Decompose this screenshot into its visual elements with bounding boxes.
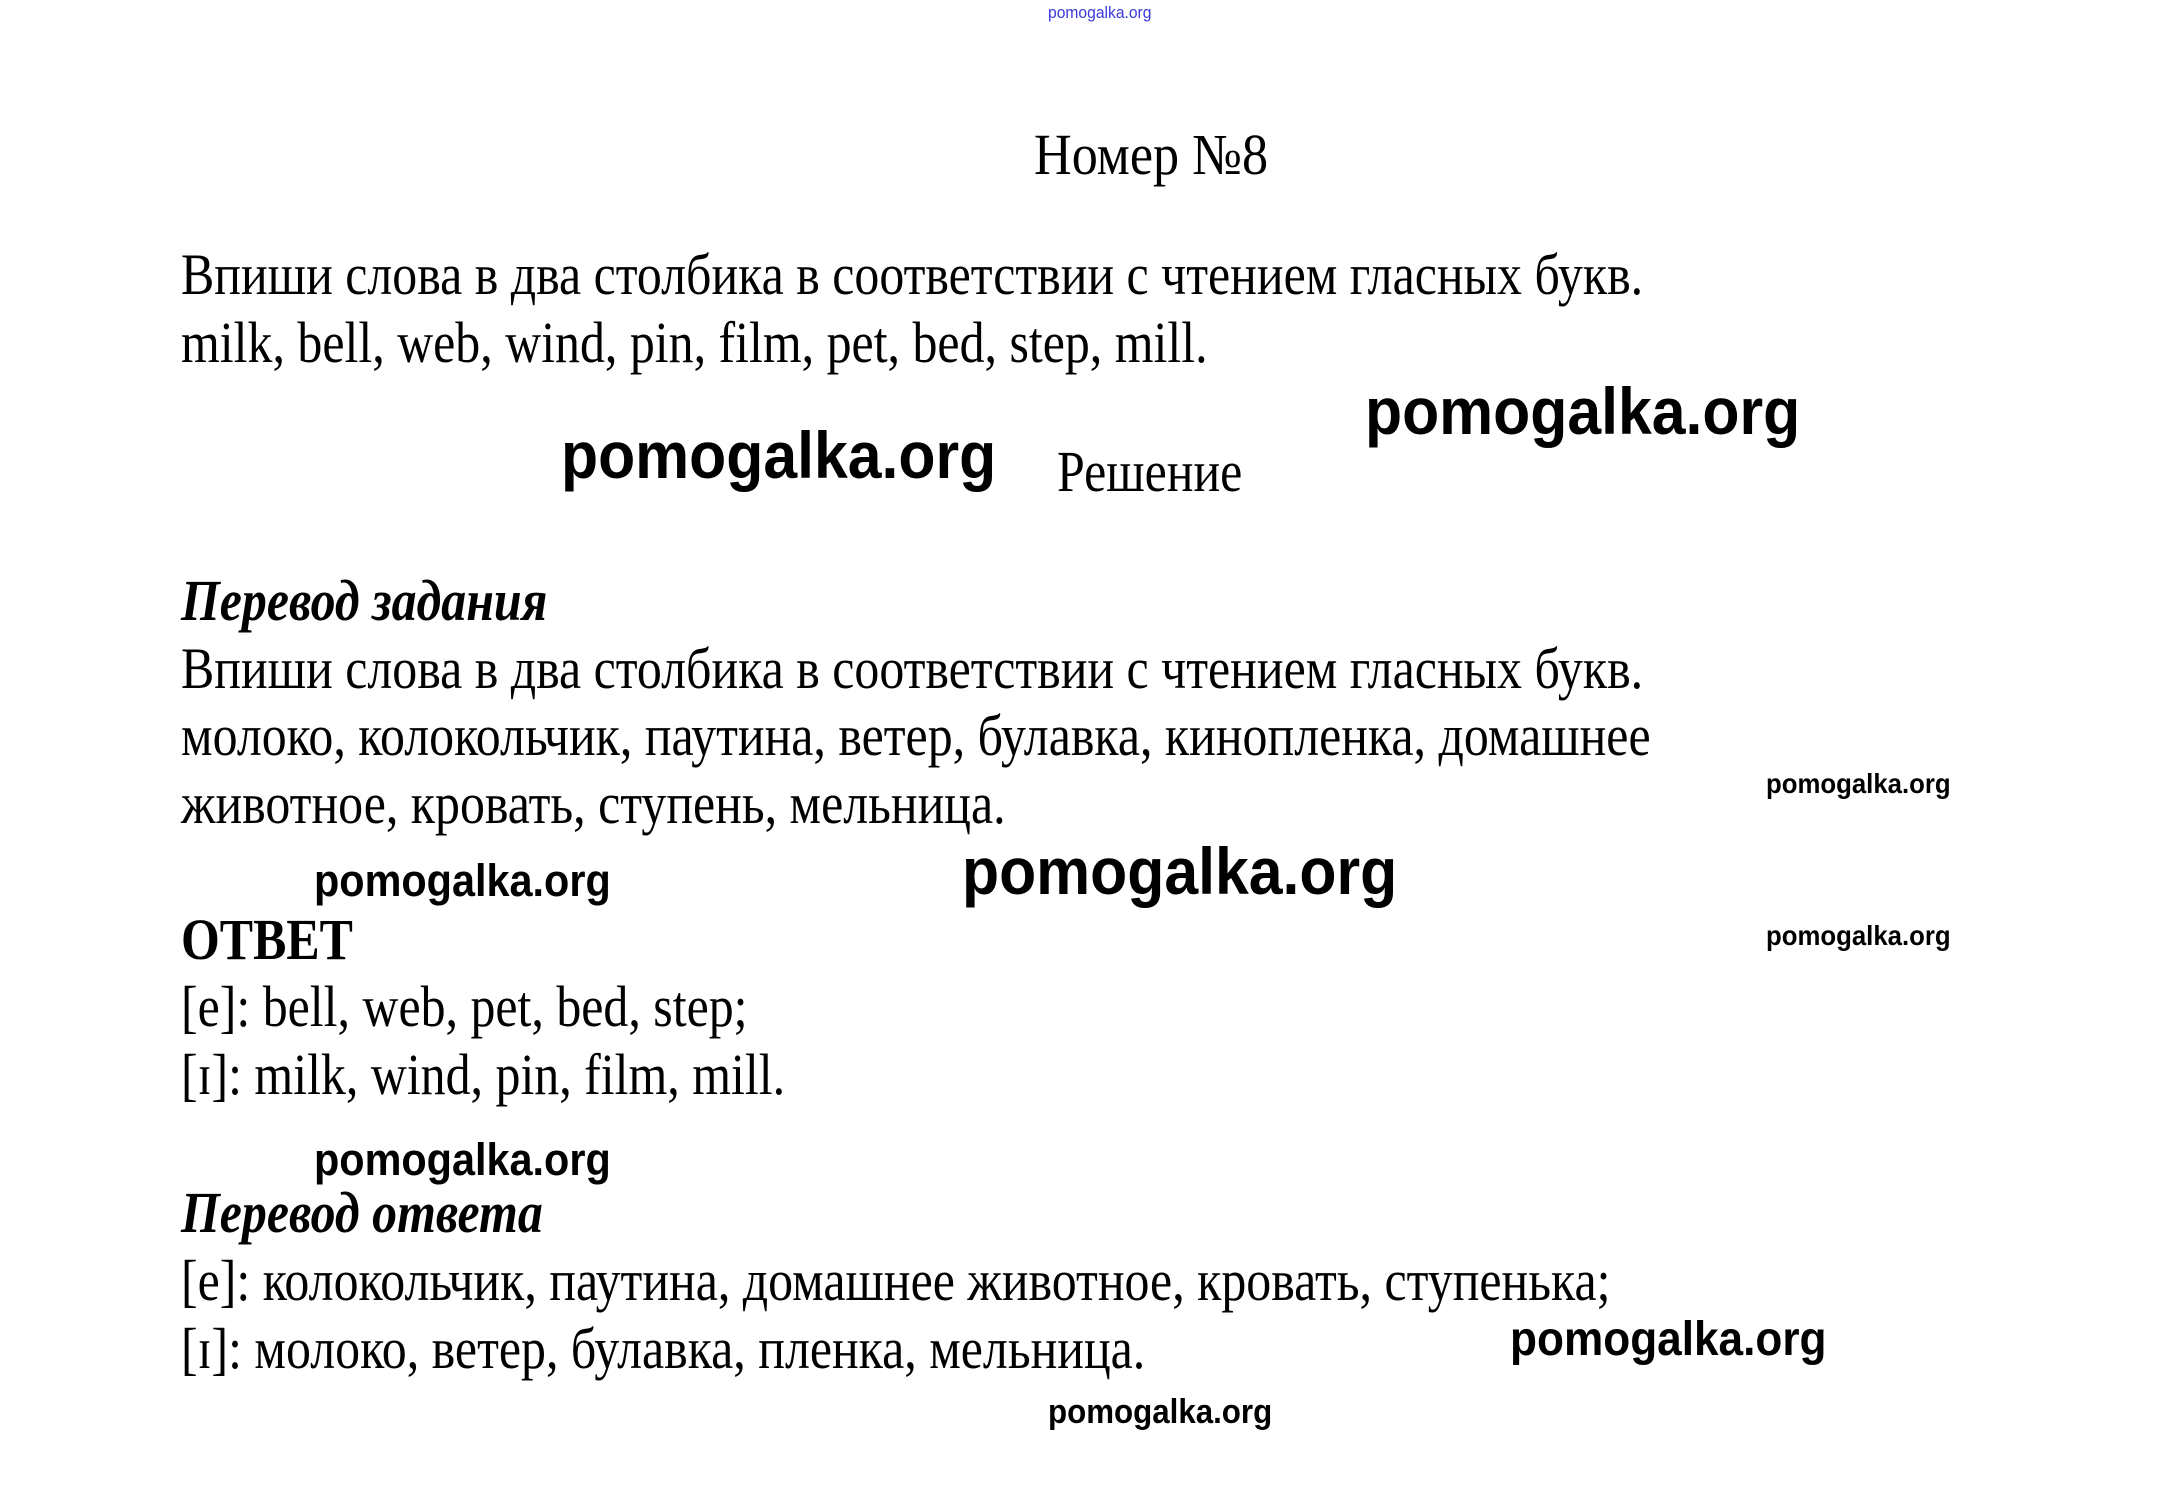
answer-heading: ОТВЕТ xyxy=(181,907,353,972)
translation-task-heading: Перевод задания xyxy=(181,568,548,633)
watermark: pomogalka.org xyxy=(561,418,997,492)
answer-line-1: [e]: bell, web, pet, bed, step; xyxy=(181,974,748,1039)
watermark: pomogalka.org xyxy=(1365,374,1801,448)
watermark: pomogalka.org xyxy=(314,1134,611,1185)
watermark: pomogalka.org xyxy=(1766,768,1951,799)
watermark: pomogalka.org xyxy=(314,855,611,906)
task-line-2: milk, bell, web, wind, pin, film, pet, bed, step, mill. xyxy=(181,310,1208,375)
header-watermark[interactable]: pomogalka.org xyxy=(1048,3,1152,22)
solution-label: Решение xyxy=(1057,439,1243,504)
translation-answer-line-1: [e]: колокольчик, паутина, домашнее животное, кровать, ступенька; xyxy=(181,1248,1611,1313)
watermark: pomogalka.org xyxy=(1766,920,1951,951)
translation-task-line-2: молоко, колокольчик, паутина, ветер, булавка, кинопленка, домашнее xyxy=(181,703,1651,768)
task-line-1: Впиши слова в два столбика в соответствии с чтением гласных букв. xyxy=(181,242,1644,307)
translation-answer-line-2: [ɪ]: молоко, ветер, булавка, пленка, мельница. xyxy=(181,1316,1146,1381)
answer-line-2: [ɪ]: milk, wind, pin, film, mill. xyxy=(181,1042,786,1107)
watermark: pomogalka.org xyxy=(962,834,1398,908)
page-title: Номер №8 xyxy=(1034,122,1269,187)
translation-task-line-3: животное, кровать, ступень, мельница. xyxy=(181,771,1006,836)
watermark: pomogalka.org xyxy=(1510,1313,1827,1366)
watermark: pomogalka.org xyxy=(1048,1393,1273,1431)
translation-task-line-1: Впиши слова в два столбика в соответствии с чтением гласных букв. xyxy=(181,636,1644,701)
translation-answer-heading: Перевод ответа xyxy=(181,1180,543,1245)
